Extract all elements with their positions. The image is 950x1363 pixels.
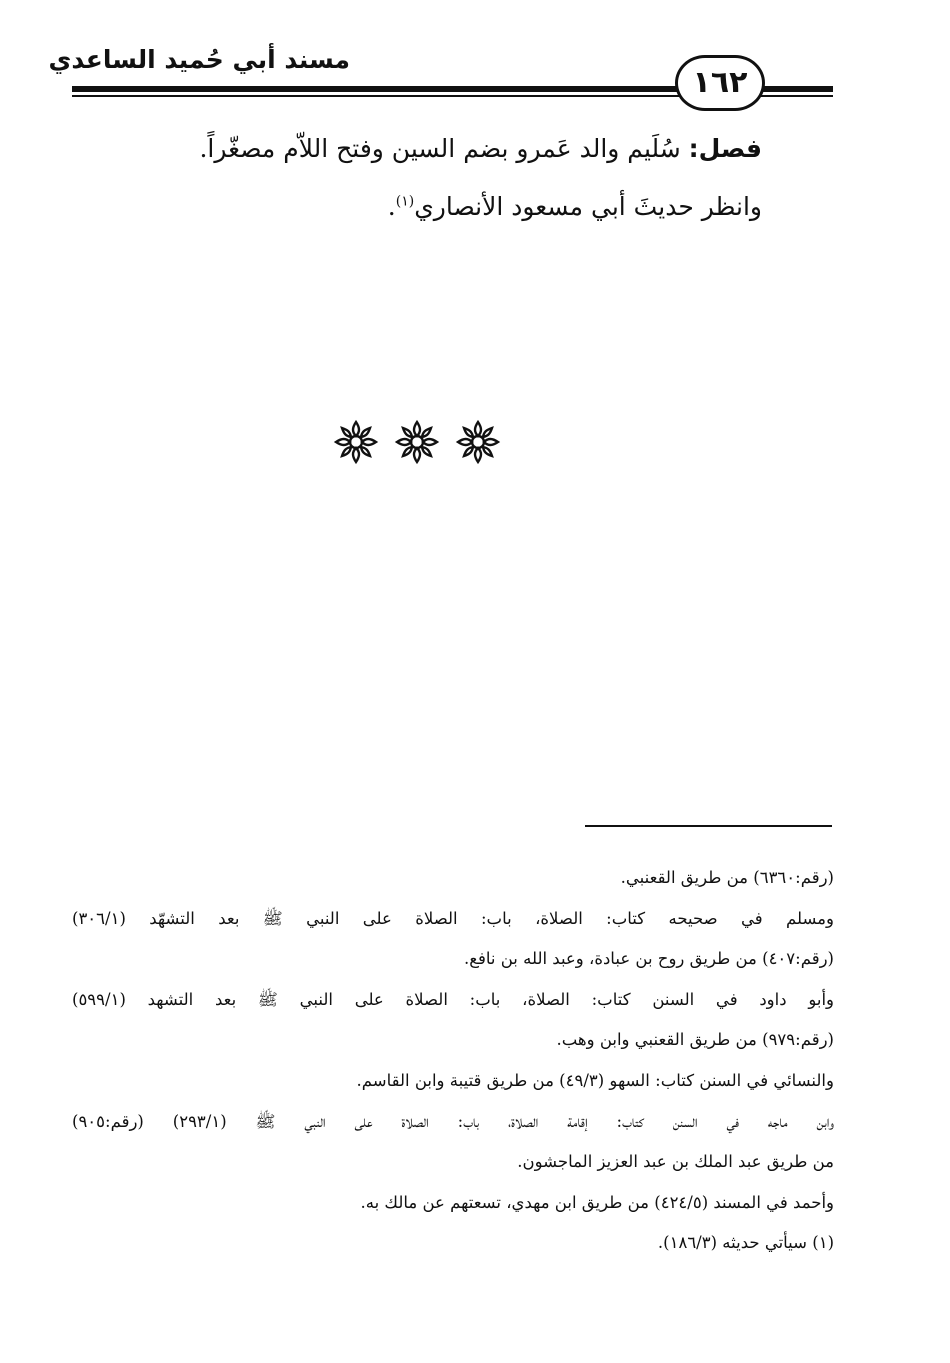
see-also-text: وانظر حديثَ أبي مسعود الأنصاري <box>414 192 762 221</box>
section-label: فصل: <box>688 134 762 163</box>
footnote-line: وأحمد في المسند (٤٢٤/٥) من طريق ابن مهدي، تسعتهم عن مالك به. <box>360 1192 834 1212</box>
section-paragraph <box>150 120 762 178</box>
header-rule-right-thin <box>760 95 833 97</box>
footnote-line: من طريق عبد الملك بن عبد العزيز الماجشون. <box>517 1152 834 1172</box>
footnote-separator <box>585 825 832 827</box>
star-flower-ornament-icon <box>454 418 502 466</box>
footnote-line: (١) سيأتي حديثه (١٨٦/٣). <box>657 1233 834 1253</box>
star-flower-ornament-icon <box>332 418 380 466</box>
page-number-badge <box>675 55 765 111</box>
footnote-line: وابن ماجه في السنن كتاب: إقامة الصلاة، باب: الصلاة على النبي ﷺ (٢٩٣/١) (رقم:٩٠٥) <box>72 1111 834 1131</box>
footnote-line: ومسلم في صحيحه كتاب: الصلاة، باب: الصلاة على النبي ﷺ بعد التشهّد (٣٠٦/١) <box>72 908 834 928</box>
header-rule-thin <box>72 95 680 97</box>
footnotes <box>72 858 834 1264</box>
running-title: مسند أبي حُميد الساعدي <box>48 45 350 74</box>
footnote-line: والنسائي في السنن كتاب: السهو (٤٩/٣) من طريق قتيبة وابن القاسم. <box>356 1070 834 1090</box>
footnote-line: وأبو داود في السنن كتاب: الصلاة، باب: الصلاة على النبي ﷺ بعد التشهد (٥٩٩/١) <box>72 989 834 1009</box>
see-also-end: . <box>387 192 396 221</box>
footnote-line: (رقم:٤٠٧) من طريق روح بن عبادة، وعبد الله بن نافع. <box>463 949 834 969</box>
footnote-line: (رقم:٦٣٦٠) من طريق القعنبي. <box>620 868 834 887</box>
page-number: ١٦٢ <box>692 65 748 100</box>
star-flower-ornament-icon <box>393 418 441 466</box>
header-rule-right <box>760 86 833 92</box>
footnote-reference[interactable]: (١) <box>395 193 415 210</box>
section-text: سُلَيم والد عَمرو بضم السين وفتح اللاّم مصغّراً. <box>199 134 689 163</box>
header-rule <box>72 86 680 92</box>
main-text <box>150 120 762 236</box>
see-also-paragraph <box>150 178 762 236</box>
footnote-line: (رقم:٩٧٩) من طريق القعنبي وابن وهب. <box>556 1030 834 1050</box>
section-divider-ornaments <box>332 418 502 466</box>
